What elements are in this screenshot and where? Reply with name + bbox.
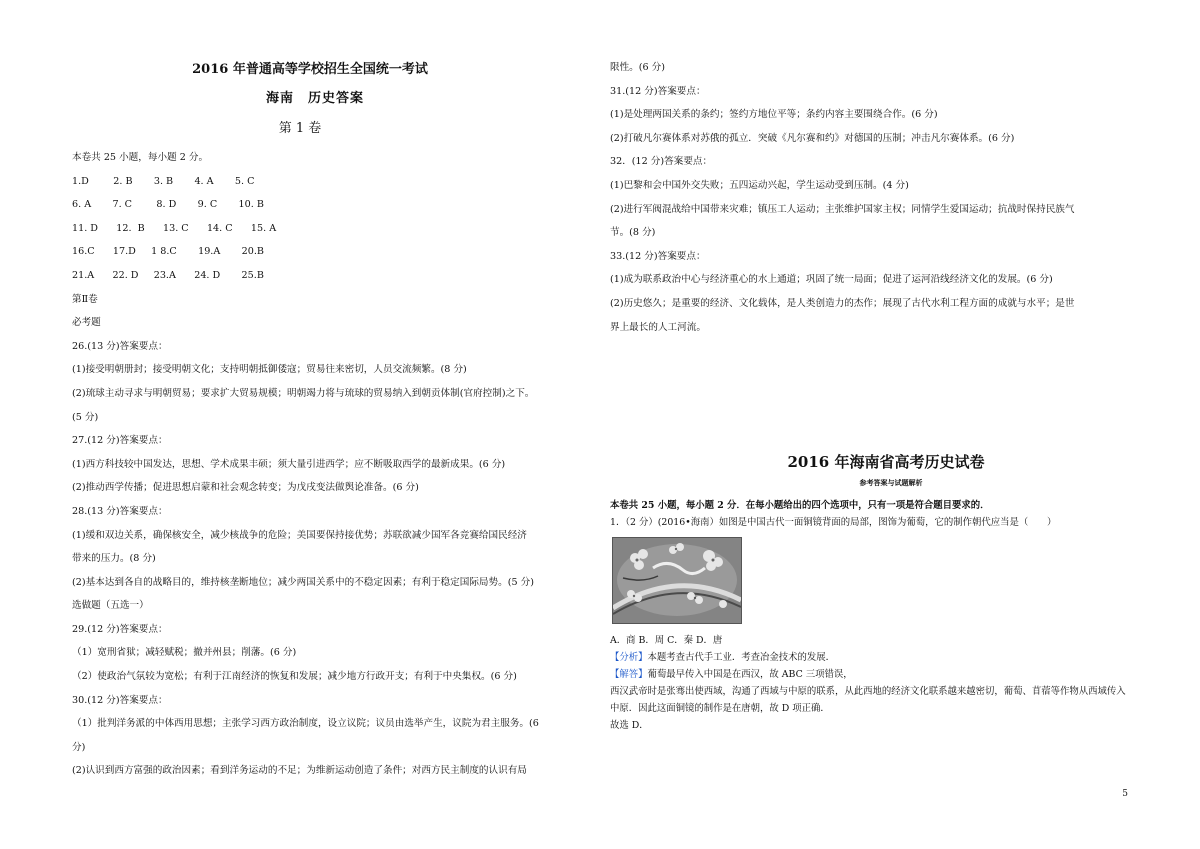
answer-row: 21.A 22. D 23.A 24. D 25.B [72,269,264,281]
question-heading: 28.(13 分)答案要点： [72,505,168,517]
question-heading: 33.(12 分)答案要点： [610,250,706,262]
answer-line: (2)基本达到各自的战略目的，维持核垄断地位；减少两国关系中的不稳定因素；有利于稳定国际局势。(5 分) [72,576,534,588]
answer-title: 2016 年普通高等学校招生全国统一考试 [192,62,428,77]
answer-line: (5 分) [72,411,99,423]
analysis-line [610,649,1132,666]
intro-line: 本卷共 25 小题，每小题 2 分。 [72,152,209,163]
analysis-tag: 【分析】 [610,652,648,664]
answer-subtitle: 海南 历史答案 [265,91,364,106]
final-choice: 故选 D． [610,720,649,732]
answer-line: （1）批判洋务派的中体西用思想；主张学习西方政治制度，设立议院；议员由选举产生，议院为君主服务。(6 [72,718,539,730]
answer-line: (1)是处理两国关系的条约；签约方地位平等；条约内容主要围绕合作。(6 分) [610,109,938,121]
answer-row: 11. D 12. B 13. C 14. C 15. A [72,222,277,234]
answer-line: (1)西方科技较中国发达，思想、学术成果丰硕；须大量引进西学；应不断吸取西学的最新成果。(6 分) [72,458,506,470]
section-heading: 选做题（五选一） [72,600,149,612]
answer-line: (2)琉球主动寻求与明朝贸易；要求扩大贸易规模；明朝竭力将与琉球的贸易纳入到朝贡体制(官府控制)之下。 [72,387,535,399]
question-text: 1．（2 分）(2016•海南）如图是中国古代一面铜镜背面的局部，图饰为葡萄，它的制作朝代应当是（ ） [610,517,1057,529]
answer-row: 1.D 2. B 3. B 4. A 5. C [72,175,255,187]
answer-line: (1)巴黎和会中国外交失败；五四运动兴起，学生运动受到压制。(4 分) [610,179,909,191]
exam-subtitle: 参考答案与试题解析 [859,478,923,488]
solution-tag: 【解答】 [610,669,648,681]
volume-heading: 第 1 卷 [278,121,322,136]
question-heading: 31.(12 分)答案要点： [610,85,706,97]
answer-line: (2)认识到西方富强的政治因素；看到洋务运动的不足；为维新运动创造了条件；对西方民主制度的认识有局 [72,765,527,777]
question-heading: 26.(13 分)答案要点： [72,340,168,352]
question-heading: 27.(12 分)答案要点： [72,435,168,447]
left-column [72,56,588,783]
answer-row: 16.C 17.D 1 8.C 19.A 20.B [72,246,264,258]
answer-line: 带来的压力。(8 分) [72,553,156,565]
section-heading: 必考题 [72,317,101,329]
answer-line: (1)成为联系政治中心与经济重心的水上通道；巩固了统一局面；促进了运河沿线经济文化的发展。(6 分) [610,274,1053,286]
solution-text: 葡萄最早传入中国是在西汉，故 ABC 三项错误， [647,669,853,681]
answer-line: (1)缓和双边关系，确保核安全，减少核战争的危险；美国要保持接优势；苏联欲减少国军各竞赛给国民经济 [72,529,527,541]
answer-options: A．商 B．周 C．秦 D．唐 [610,635,723,647]
answer-line: 分) [72,741,86,753]
section-heading: 第Ⅱ卷 [72,293,98,305]
question-heading: 32．(12 分)答案要点： [610,156,713,168]
question-heading: 30.(12 分)答案要点： [72,694,168,706]
bronze-mirror-grape-image [612,537,742,624]
blank-gap [610,339,1132,447]
analysis-text: 本题考查古代手工业．考查冶金技术的发展． [647,652,836,664]
answer-line: (1)接受明朝册封；接受明朝文化；支持明朝抵御倭寇；贸易往来密切，人员交流频繁。(8 分) [72,364,467,376]
page-number: 5 [1122,789,1128,799]
answer-line: （2）使政治气氛较为宽松；有利于江南经济的恢复和发展；减少地方行政开支；有利于中央集权。(6 分) [72,671,517,683]
answer-line: (2)历史悠久；是重要的经济、文化载体，是人类创造力的杰作；展现了古代水利工程方面的成就与水平；是世 [610,297,1075,309]
exam-instruction: 本卷共 25 小题，每小题 2 分．在每小题给出的四个选项中，只有一项是符合题目要求的． [610,500,990,512]
answer-line: 节。(8 分) [610,227,656,239]
exam-title: 2016 年海南省高考历史试卷 [787,453,985,472]
answer-line: 限性。(6 分) [610,62,666,73]
solution-line [610,666,1132,683]
answer-line: （1）宽刑省狱；减轻赋税；撤并州县；削藩。(6 分) [72,647,297,659]
answer-line: (2)进行军阀混战给中国带来灾难；镇压工人运动；主张维护国家主权；同情学生爱国运动；抗战时保持民族气 [610,203,1075,215]
question-heading: 29.(12 分)答案要点： [72,623,168,635]
explanation-text: 西汉武帝时是张骞出使西域，沟通了西域与中原的联系，从此西地的经济文化联系越来越密切，葡萄、苜蓿等作物从西域传入中原．因此这面铜镜的制作是在唐朝，故 D 项正确． [610,686,1126,715]
right-column [610,56,1132,734]
answer-line: (2)推动西学传播；促进思想启蒙和社会观念转变；为戊戌变法做舆论准备。(6 分) [72,482,419,494]
answer-line: 界上最长的人工河流。 [610,321,706,333]
answer-line: (2)打破凡尔赛体系对苏俄的孤立．突破《凡尔赛和约》对德国的压制；冲击凡尔赛体系。(6 分) [610,132,1015,144]
answer-row: 6. A 7. C 8. D 9. C 10. B [72,199,264,211]
